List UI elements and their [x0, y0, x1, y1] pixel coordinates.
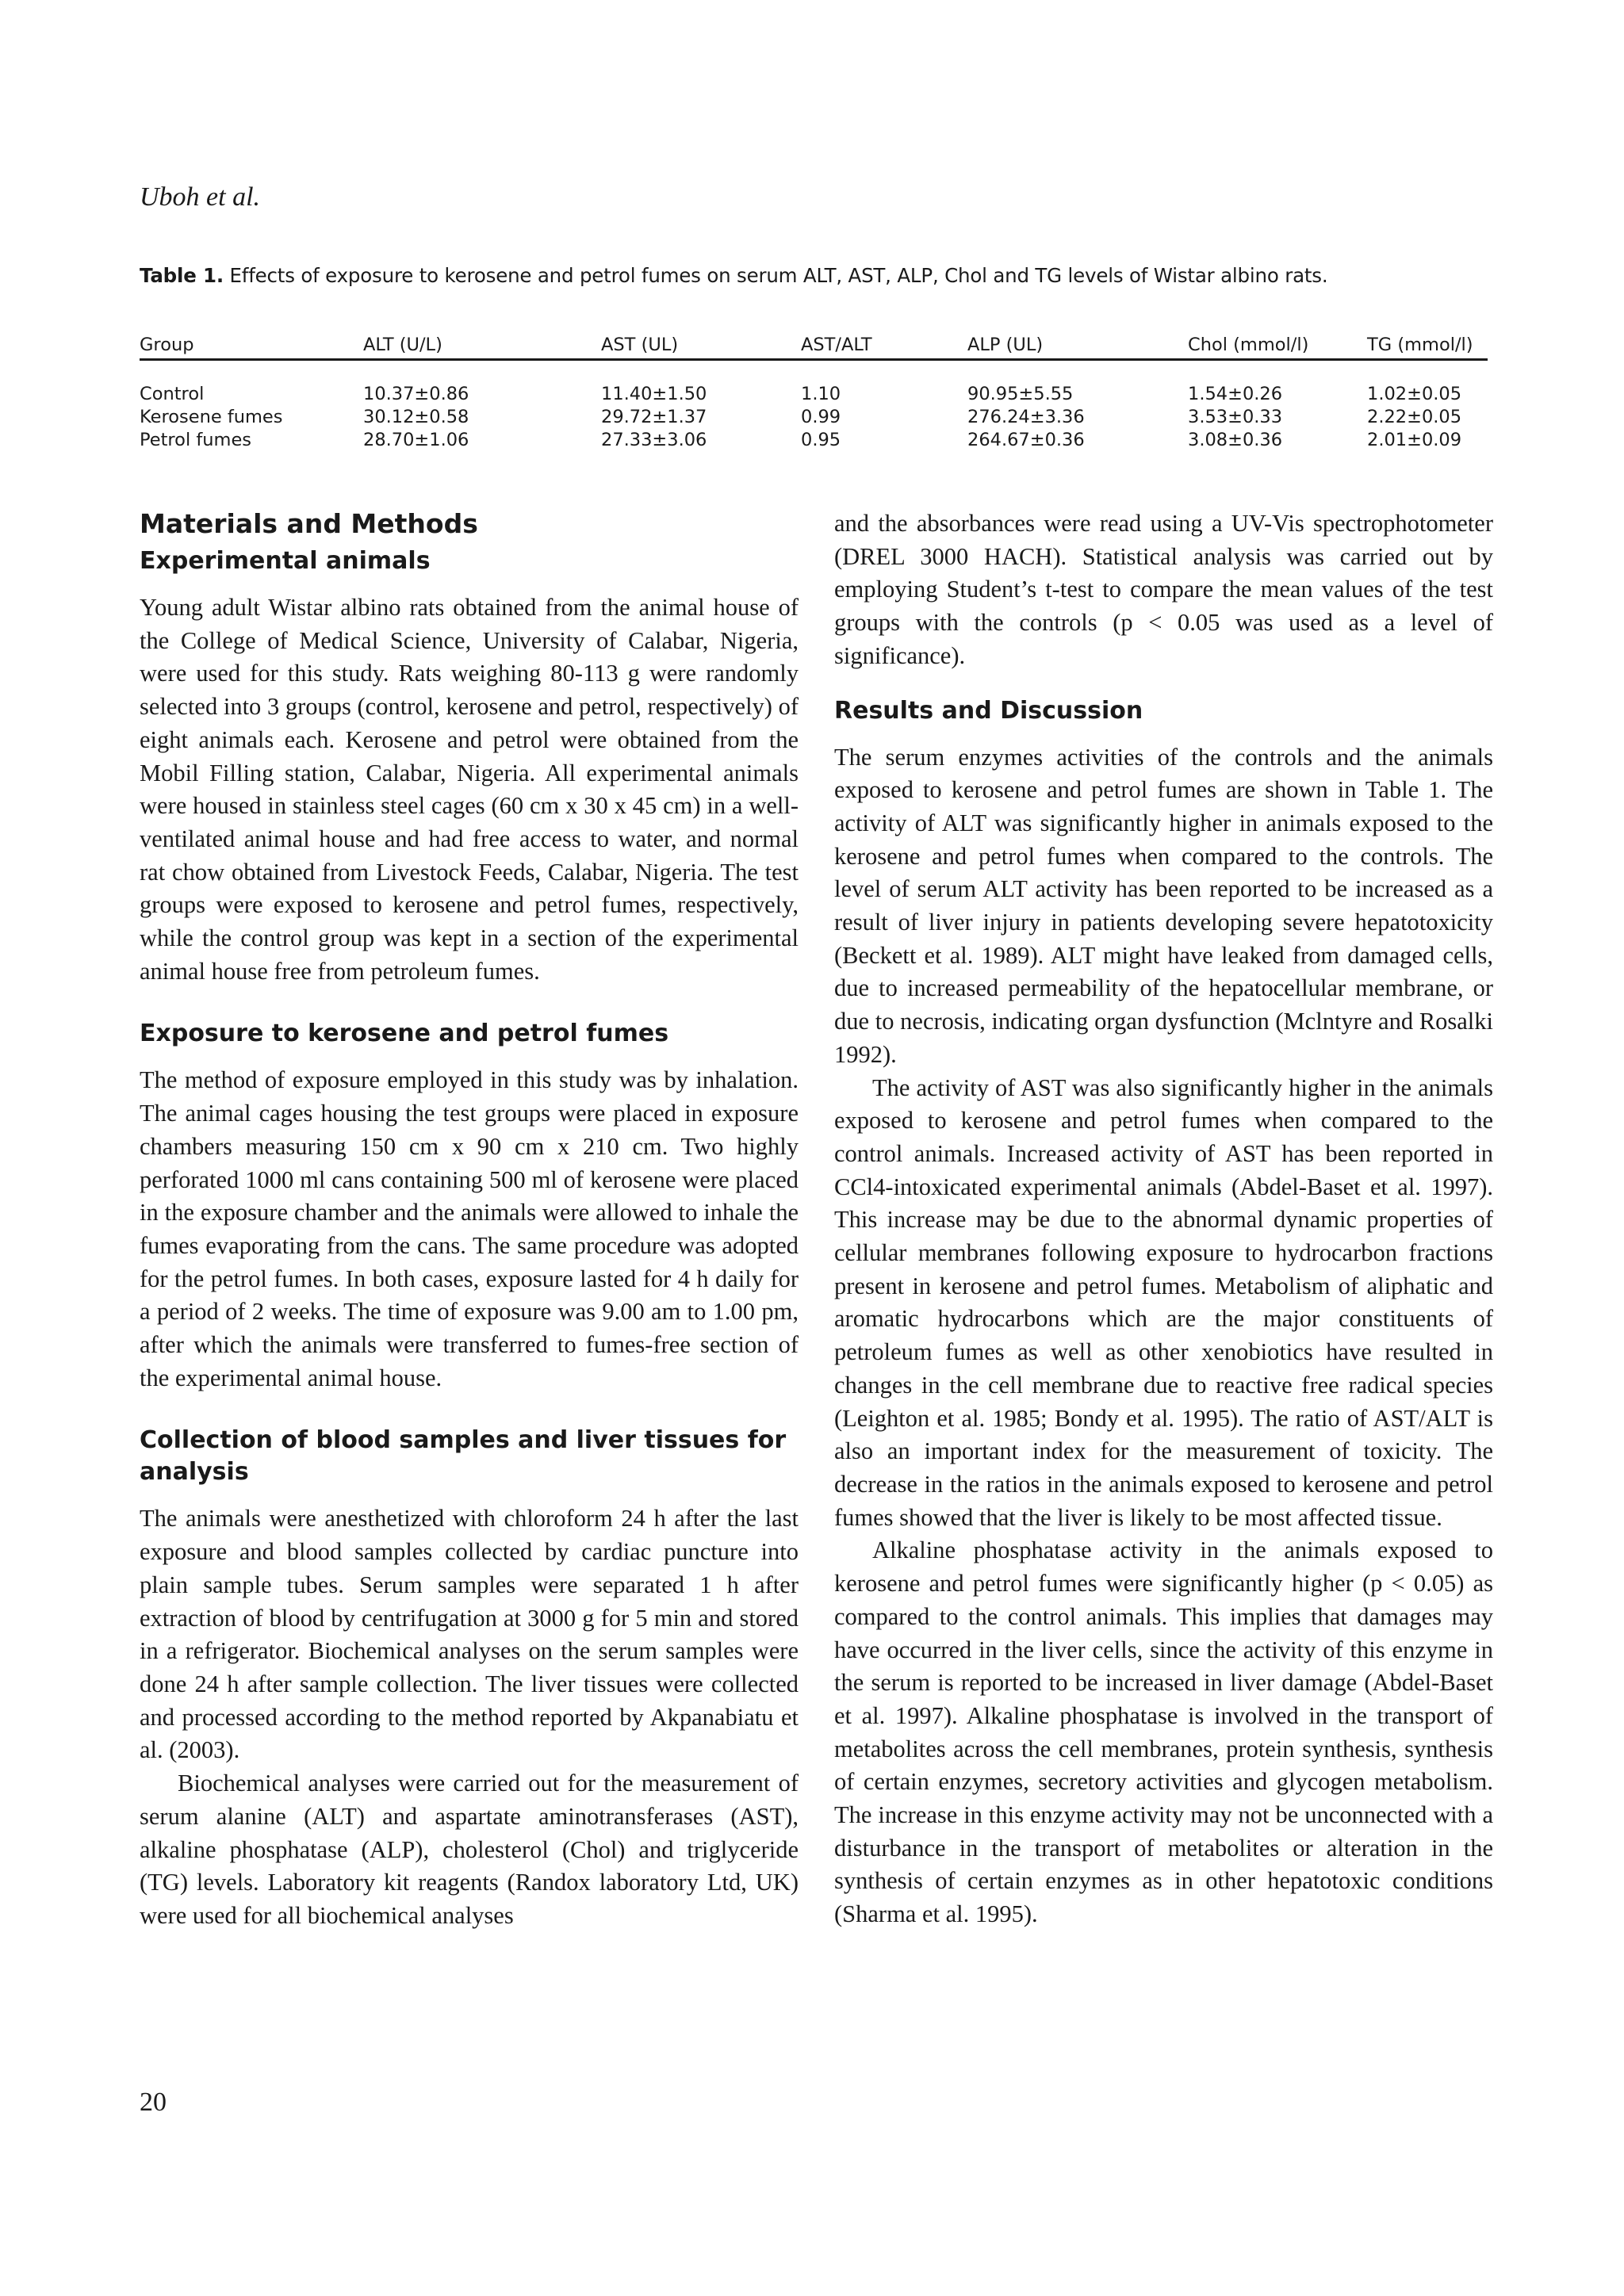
table-cell: 28.70±1.06	[363, 429, 469, 450]
table-row	[140, 382, 1488, 405]
table-cell: 11.40±1.50	[601, 383, 707, 404]
table-cell: 29.72±1.37	[601, 406, 707, 427]
table-caption	[140, 264, 1488, 287]
table-cell: 276.24±3.36	[967, 406, 1085, 427]
table-cell: 1.02±0.05	[1367, 383, 1462, 404]
page-number: 20	[140, 2087, 167, 2117]
paragraph-ast-results: The activity of AST was also significantly higher in the animals exposed to kerosene and petrol fumes when compared to the control animals. Increased activity of AST has been reported in CCl4-intoxicated experimental animals (Abdel-Baset et al. 1997). This increase may be due to the abnormal dynamic properties of cellular membranes following exposure to hydrocarbon fractions present in kerosene and petrol fumes. Metabolism of aliphatic and aromatic hydrocarbons which are the major constituents of petroleum fumes as well as other xenobiotics have resulted in changes in the cell membrane due to reactive free radical species (Leighton et al. 1985; Bondy et al. 1995). The ratio of AST/ALT is also an important index for the measurement of toxicity. The decrease in the ratios in the animals exposed to kerosene and petrol fumes showed that the liver is likely to be most affected tissue.	[834, 1073, 1493, 1531]
table-cell: 27.33±3.06	[601, 429, 707, 450]
table-header-cell: ALT (U/L)	[363, 335, 442, 355]
results-table	[140, 331, 1488, 451]
table-header-cell: ALP (UL)	[967, 335, 1044, 355]
table-cell: 10.37±0.86	[363, 383, 469, 404]
table-row	[140, 405, 1488, 428]
table-row	[140, 428, 1488, 451]
paragraph-alt-results: The serum enzymes activities of the controls and the animals exposed to kerosene and petrol fumes are shown in Table 1. The activity of ALT was significantly higher in animals exposed to the kerosene and petrol fumes when compared to the controls. The level of serum ALT activity has been reported to be increased as a result of liver injury in patients developing severe hepatotoxicity (Beckett et al. 1989). ALT might have leaked from damaged cells, due to increased permeability of the hepatocellular membrane, or due to necrosis, indicating organ dysfunction (Mclntyre and Rosalki 1992).	[834, 743, 1493, 1068]
paragraph-biochemical-analyses: Biochemical analyses were carried out for the measurement of serum alanine (ALT) and aspartate aminotransferases (AST), alkaline phosphatase (ALP), cholesterol (Chol) and triglyceride (TG) levels. Laboratory kit reagents (Randox laboratory Ltd, UK) were used for all biochemical analyses	[140, 1770, 799, 1929]
table-cell: 0.99	[801, 406, 841, 427]
running-head: Uboh et al.	[140, 182, 261, 212]
table-header-cell: AST/ALT	[801, 335, 872, 355]
table-header-cell: Group	[140, 335, 194, 355]
table-header-row	[140, 331, 1488, 361]
subheading-exposure: Exposure to kerosene and petrol fumes	[140, 1020, 669, 1048]
table-cell: Control	[140, 383, 205, 404]
table-cell: 2.22±0.05	[1367, 406, 1462, 427]
table-cell: 90.95±5.55	[967, 383, 1074, 404]
section-heading-results-discussion: Results and Discussion	[834, 696, 1143, 725]
table-cell: 1.54±0.26	[1188, 383, 1283, 404]
table-caption-label: Table 1.	[140, 264, 224, 287]
paragraph-alp-results: Alkaline phosphatase activity in the animals exposed to kerosene and petrol fumes were significantly higher (p < 0.05) as compared to the control animals. This implies that damages may have occurred in the liver cells, since the activity of this enzyme in the serum is reported to be increased in liver damage (Abdel-Baset et al. 1997). Alkaline phosphatase is involved in the transport of metabolites across the cell membranes, protein synthesis, synthesis of certain enzymes, secretory activities and glycogen metabolism. The increase in this enzyme activity may not be unconnected with a disturbance in the transport of metabolites or alteration in the synthesis of certain enzymes as in other hepatotoxic conditions (Sharma et al. 1995).	[834, 1536, 1493, 1928]
table-cell: 3.53±0.33	[1188, 406, 1283, 427]
table-cell: 2.01±0.09	[1367, 429, 1462, 450]
paragraph-experimental-animals: Young adult Wistar albino rats obtained from the animal house of the College of Medical Science, University of Calabar, Nigeria, were used for this study. Rats weighing 80-113 g were randomly selected into 3 groups (control, kerosene and petrol, respectively) of eight animals each. Kerosene and petrol were obtained from the Mobil Filling station, Calabar, Nigeria. All experimental animals were housed in stainless steel cages (60 cm x 30 x 45 cm) in a well-ventilated animal house and had free access to water, and normal rat chow obtained from Livestock Feeds, Calabar, Nigeria. The test groups were exposed to kerosene and petrol fumes, respectively, while the control group was kept in a section of the experimental animal house free from petroleum fumes.	[140, 594, 799, 985]
table-header-cell: AST (UL)	[601, 335, 679, 355]
section-heading-materials-methods: Materials and Methods	[140, 508, 478, 539]
table-header-cell: Chol (mmol/l)	[1188, 335, 1309, 355]
table-caption-text: Effects of exposure to kerosene and petrol fumes on serum ALT, AST, ALP, Chol and TG levels of Wistar albino rats.	[229, 264, 1328, 287]
right-column	[834, 507, 1493, 1931]
left-column	[140, 507, 799, 1933]
table-cell: 30.12±0.58	[363, 406, 469, 427]
table-cell: 0.95	[801, 429, 841, 450]
table-cell: 3.08±0.36	[1188, 429, 1283, 450]
table-cell: 1.10	[801, 383, 841, 404]
table-cell: Petrol fumes	[140, 429, 252, 450]
table-cell: Kerosene fumes	[140, 406, 283, 427]
paragraph-collection: The animals were anesthetized with chloroform 24 h after the last exposure and blood samples collected by cardiac puncture into plain sample tubes. Serum samples were separated 1 h after extraction of blood by centrifugation at 3000 g for 5 min and stored in a refrigerator. Biochemical analyses on the serum samples were done 24 h after sample collection. The liver tissues were collected and processed according to the method reported by Akpanabiatu et al. (2003).	[140, 1505, 799, 1764]
subheading-collection: Collection of blood samples and liver tissues for analysis	[140, 1426, 787, 1487]
paragraph-methods-continued: and the absorbances were read using a UV-Vis spectrophotometer (DREL 3000 HACH). Statistical analysis was carried out by employing Student’s t-test to compare the mean values of the test groups with the controls (p < 0.05 was used as a level of significance).	[834, 510, 1493, 669]
table-header-cell: TG (mmol/l)	[1367, 335, 1473, 355]
paragraph-exposure: The method of exposure employed in this study was by inhalation. The animal cages housing the test groups were placed in exposure chambers measuring 150 cm x 90 cm x 210 cm. Two highly perforated 1000 ml cans containing 500 ml of kerosene were placed in the exposure chamber and the animals were allowed to inhale the fumes evaporating from the cans. The same procedure was adopted for the petrol fumes. In both cases, exposure lasted for 4 h daily for a period of 2 weeks. The time of exposure was 9.00 am to 1.00 pm, after which the animals were transferred to fumes-free section of the experimental animal house.	[140, 1066, 799, 1391]
subheading-experimental-animals: Experimental animals	[140, 547, 431, 575]
table-cell: 264.67±0.36	[967, 429, 1085, 450]
